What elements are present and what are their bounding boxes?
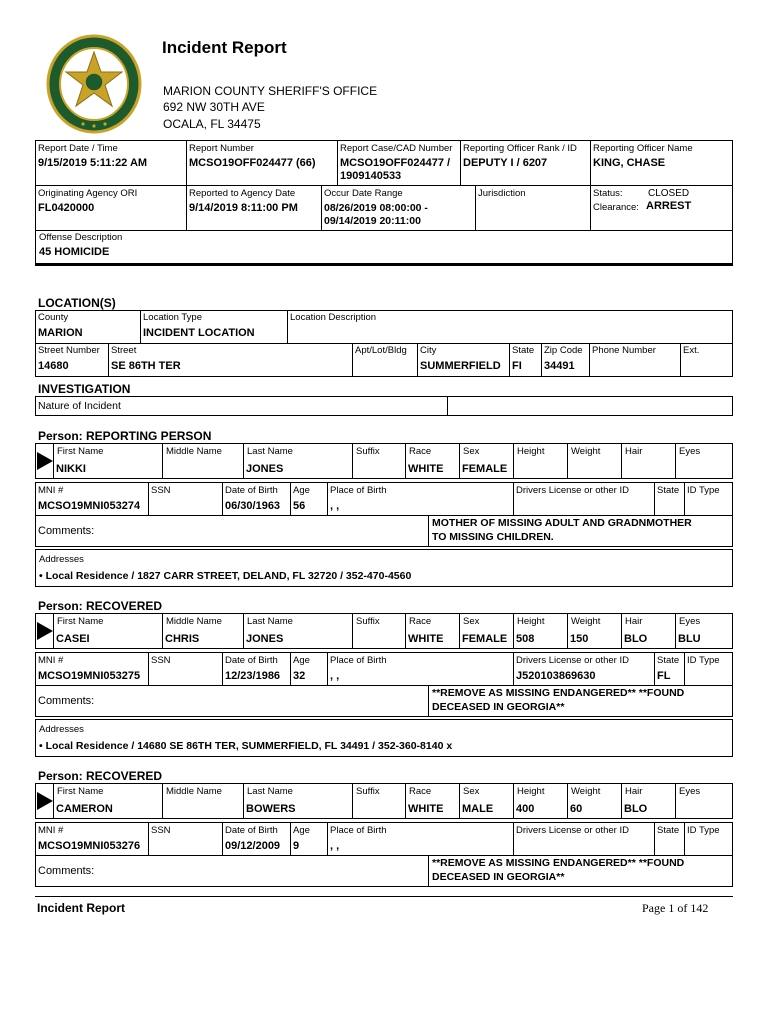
- investigation-heading: INVESTIGATION: [38, 382, 131, 396]
- person-first-label: First Name: [57, 616, 104, 627]
- report-date-value: 9/15/2019 5:11:22 AM: [38, 157, 148, 169]
- footer-divider: [35, 896, 733, 897]
- person-last-cell: [244, 444, 353, 478]
- clearance-value: ARREST: [646, 200, 692, 212]
- ori-value: FL0420000: [38, 202, 95, 214]
- person-idtype-cell: [685, 653, 732, 685]
- street-number-label: Street Number: [38, 345, 100, 356]
- person-sex-cell: [460, 784, 514, 818]
- person-age-cell: [291, 823, 328, 855]
- person-middle-label: Middle Name: [166, 786, 222, 797]
- comments-line2: TO MISSING CHILDREN.: [432, 531, 554, 543]
- comments-value-cell: [429, 516, 732, 546]
- person-dob-label: Date of Birth: [225, 485, 278, 496]
- comments-label: Comments:: [38, 865, 95, 877]
- person-eyes-label: Eyes: [679, 616, 701, 627]
- person-dl-label: Drivers License or other ID: [516, 655, 629, 666]
- person-first-label: First Name: [57, 786, 104, 797]
- person-race-value: WHITE: [408, 633, 444, 645]
- officer-rank-cell: [461, 141, 591, 185]
- person-mni-cell: [36, 823, 149, 855]
- person-state-cell: [655, 823, 685, 855]
- person-eyes-cell: [676, 784, 732, 818]
- person-age-value: 9: [293, 840, 300, 852]
- person-sex-cell: [460, 444, 514, 478]
- person-idtype-label: ID Type: [687, 825, 720, 836]
- offense-row: [35, 230, 733, 266]
- person-mni-cell: [36, 653, 149, 685]
- report-number-cell: [187, 141, 338, 185]
- person-weight-cell: [568, 614, 622, 648]
- city-label: City: [420, 345, 437, 356]
- person-sex-value: FEMALE: [462, 633, 508, 645]
- expand-arrow-icon: [37, 792, 53, 810]
- expand-arrow-icon: [37, 622, 53, 640]
- county-label: County: [38, 312, 69, 323]
- location-desc-label: Location Description: [290, 312, 377, 323]
- nature-label: Nature of Incident: [38, 400, 121, 412]
- person-last-value: JONES: [246, 463, 284, 475]
- person-idtype-label: ID Type: [687, 655, 720, 666]
- ext-label: Ext.: [683, 345, 700, 356]
- officer-rank-value: DEPUTY I / 6207: [463, 157, 548, 169]
- apt-label: Apt/Lot/Bldg: [355, 345, 407, 356]
- person-dob-value: 12/23/1986: [225, 670, 281, 682]
- person-first-value: CAMERON: [56, 803, 113, 815]
- comments-label-cell: [36, 516, 429, 546]
- street-label: Street: [111, 345, 137, 356]
- occur-date-line1: 08/26/2019 08:00:00 -: [324, 202, 428, 214]
- person-mni-cell: [36, 483, 149, 515]
- person-id-row: [35, 482, 733, 516]
- person-mni-label: MNI #: [38, 655, 64, 666]
- person-last-value: JONES: [246, 633, 284, 645]
- person-pob-label: Place of Birth: [330, 825, 387, 836]
- person-name-row: [35, 443, 733, 479]
- person-dob-cell: [223, 823, 291, 855]
- summary-row-2: [35, 185, 733, 231]
- person-suffix-label: Suffix: [356, 446, 380, 457]
- street-value: SE 86TH TER: [111, 360, 181, 372]
- person-weight-cell: [568, 784, 622, 818]
- person-age-label: Age: [293, 655, 310, 666]
- person-age-value: 56: [293, 500, 306, 512]
- zip-cell: [542, 344, 590, 376]
- person-weight-cell: [568, 444, 622, 478]
- person-state-value: FL: [657, 670, 671, 682]
- person-dob-value: 09/12/2009: [225, 840, 281, 852]
- person-state-cell: [655, 483, 685, 515]
- person-dl-cell: [514, 823, 655, 855]
- person-race-label: Race: [409, 616, 432, 627]
- person-pob-value: , ,: [330, 840, 340, 852]
- report-number-value: MCSO19OFF024477 (66): [189, 157, 316, 169]
- person-race-cell: [406, 614, 460, 648]
- person-dob-label: Date of Birth: [225, 655, 278, 666]
- person-hair-value: BLO: [624, 633, 648, 645]
- person-ssn-cell: [149, 483, 223, 515]
- reported-date-cell: [187, 186, 322, 230]
- person-idtype-label: ID Type: [687, 485, 720, 496]
- report-date-label: Report Date / Time: [38, 143, 118, 154]
- person-sex-label: Sex: [463, 786, 480, 797]
- person-ssn-label: SSN: [151, 655, 171, 666]
- person-hair-value: BLO: [624, 803, 648, 815]
- person-sex-value: MALE: [462, 803, 494, 815]
- comments-label-cell: [36, 856, 429, 886]
- person-state-cell: [655, 653, 685, 685]
- state-value: FI: [512, 360, 522, 372]
- person-weight-value: 150: [570, 633, 589, 645]
- status-label: Status:: [593, 188, 623, 199]
- person-eyes-label: Eyes: [679, 446, 701, 457]
- person-dl-label: Drivers License or other ID: [516, 825, 629, 836]
- person-dob-label: Date of Birth: [225, 825, 278, 836]
- investigation-row: [35, 396, 733, 416]
- location-heading: LOCATION(S): [38, 296, 116, 310]
- person-suffix-cell: [353, 444, 406, 478]
- person-heading: Person: RECOVERED: [38, 769, 163, 783]
- person-height-cell: [514, 784, 568, 818]
- person-mni-label: MNI #: [38, 485, 64, 496]
- person-pob-value: , ,: [330, 670, 340, 682]
- person-first-cell: [53, 784, 163, 818]
- person-comments-row: [35, 855, 733, 887]
- city-cell: [418, 344, 510, 376]
- location-desc-cell: [288, 311, 732, 343]
- person-hair-cell: [622, 444, 676, 478]
- person-mni-value: MCSO19MNI053274: [38, 500, 141, 512]
- location-row-2: [35, 343, 733, 377]
- person-weight-value: 60: [570, 803, 583, 815]
- person-hair-label: Hair: [625, 616, 643, 627]
- ori-label: Originating Agency ORI: [38, 188, 138, 199]
- officer-name-cell: [591, 141, 732, 185]
- comments-value-cell: [429, 686, 732, 716]
- person-first-value: CASEI: [56, 633, 90, 645]
- person-sex-label: Sex: [463, 446, 480, 457]
- person-sex-value: FEMALE: [462, 463, 508, 475]
- jurisdiction-label: Jurisdiction: [478, 188, 526, 199]
- agency-address-line2: OCALA, FL 34475: [163, 117, 261, 131]
- street-number-cell: [36, 344, 109, 376]
- person-idtype-cell: [685, 483, 732, 515]
- person-mni-label: MNI #: [38, 825, 64, 836]
- person-race-cell: [406, 784, 460, 818]
- comments-line1: **REMOVE AS MISSING ENDANGERED** **FOUND: [432, 687, 685, 699]
- person-hair-cell: [622, 614, 676, 648]
- page-title: Incident Report: [162, 38, 287, 57]
- ori-cell: [36, 186, 187, 230]
- county-cell: [36, 311, 141, 343]
- agency-address-line1: 692 NW 30TH AVE: [163, 100, 265, 114]
- city-value: SUMMERFIELD: [420, 360, 501, 372]
- person-hair-label: Hair: [625, 786, 643, 797]
- street-number-value: 14680: [38, 360, 69, 372]
- person-id-row: [35, 822, 733, 856]
- person-state-label: State: [657, 485, 680, 496]
- person-height-label: Height: [517, 786, 545, 797]
- person-middle-label: Middle Name: [166, 446, 222, 457]
- person-age-cell: [291, 653, 328, 685]
- person-height-cell: [514, 444, 568, 478]
- phone-label: Phone Number: [592, 345, 656, 356]
- person-first-cell: [53, 614, 163, 648]
- addresses-label: Addresses: [39, 554, 84, 565]
- reported-date-label: Reported to Agency Date: [189, 188, 296, 199]
- person-age-cell: [291, 483, 328, 515]
- person-pob-label: Place of Birth: [330, 485, 387, 496]
- officer-rank-label: Reporting Officer Rank / ID: [463, 143, 577, 154]
- comments-line2: DECEASED IN GEORGIA**: [432, 701, 565, 713]
- case-cad-value-line1: MCSO19OFF024477 /: [340, 157, 451, 169]
- address-value: • Local Residence / 14680 SE 86TH TER, SUMMERFIELD, FL 34491 / 352-360-8140 x: [39, 740, 453, 752]
- case-cad-cell: [338, 141, 461, 185]
- comments-line1: MOTHER OF MISSING ADULT AND GRADNMOTHER: [432, 517, 692, 529]
- person-race-label: Race: [409, 446, 432, 457]
- person-first-value: NIKKI: [56, 463, 86, 475]
- person-heading: Person: REPORTING PERSON: [38, 429, 212, 443]
- person-age-label: Age: [293, 485, 310, 496]
- location-row-1: [35, 310, 733, 344]
- street-cell: [109, 344, 353, 376]
- report-date-cell: [36, 141, 187, 185]
- person-eyes-label: Eyes: [679, 786, 701, 797]
- person-middle-cell: [163, 614, 244, 648]
- zip-value: 34491: [544, 360, 575, 372]
- person-middle-cell: [163, 444, 244, 478]
- person-height-label: Height: [517, 446, 545, 457]
- comments-label: Comments:: [38, 525, 95, 537]
- person-mni-value: MCSO19MNI053276: [38, 840, 141, 852]
- person-height-cell: [514, 614, 568, 648]
- state-cell: [510, 344, 542, 376]
- occur-date-cell: [322, 186, 476, 230]
- person-mni-value: MCSO19MNI053275: [38, 670, 141, 682]
- person-addresses-row: [35, 549, 733, 587]
- person-name-row: [35, 613, 733, 649]
- person-middle-value: CHRIS: [165, 633, 200, 645]
- phone-cell: [590, 344, 681, 376]
- person-hair-cell: [622, 784, 676, 818]
- person-suffix-cell: [353, 784, 406, 818]
- person-last-label: Last Name: [247, 446, 293, 457]
- clearance-label: Clearance:: [593, 202, 639, 213]
- comments-label-cell: [36, 686, 429, 716]
- seal-icon: [46, 34, 142, 134]
- person-dl-cell: [514, 653, 655, 685]
- person-pob-value: , ,: [330, 500, 340, 512]
- person-height-label: Height: [517, 616, 545, 627]
- person-dl-value: J520103869630: [516, 670, 596, 682]
- occur-date-line2: 09/14/2019 20:11:00: [324, 215, 421, 227]
- offense-label: Offense Description: [39, 232, 123, 243]
- status-value: CLOSED: [648, 188, 690, 199]
- page-number: Page 1 of 142: [642, 901, 709, 915]
- person-first-label: First Name: [57, 446, 104, 457]
- officer-name-value: KING, CHASE: [593, 157, 666, 169]
- comments-line2: DECEASED IN GEORGIA**: [432, 871, 565, 883]
- sheriff-seal-logo: [46, 34, 142, 134]
- nature-cell: [36, 397, 448, 415]
- footer-title: Incident Report: [37, 901, 126, 915]
- reported-date-value: 9/14/2019 8:11:00 PM: [189, 202, 298, 214]
- person-pob-cell: [328, 653, 514, 685]
- person-ssn-cell: [149, 823, 223, 855]
- person-eyes-cell: [676, 614, 732, 648]
- person-state-label: State: [657, 655, 680, 666]
- status-cell: [591, 186, 732, 230]
- person-eyes-value: BLU: [678, 633, 701, 645]
- person-sex-label: Sex: [463, 616, 480, 627]
- person-dob-cell: [223, 483, 291, 515]
- person-sex-cell: [460, 614, 514, 648]
- person-race-value: WHITE: [408, 803, 444, 815]
- person-comments-row: [35, 515, 733, 547]
- person-dob-cell: [223, 653, 291, 685]
- offense-value: 45 HOMICIDE: [39, 246, 110, 258]
- person-name-row: [35, 783, 733, 819]
- person-eyes-cell: [676, 444, 732, 478]
- person-race-label: Race: [409, 786, 432, 797]
- person-suffix-label: Suffix: [356, 786, 380, 797]
- person-ssn-label: SSN: [151, 825, 171, 836]
- person-pob-cell: [328, 823, 514, 855]
- comments-label: Comments:: [38, 695, 95, 707]
- person-weight-label: Weight: [571, 616, 601, 627]
- person-last-label: Last Name: [247, 616, 293, 627]
- person-last-cell: [244, 614, 353, 648]
- officer-name-label: Reporting Officer Name: [593, 143, 693, 154]
- person-height-value: 508: [516, 633, 535, 645]
- apt-cell: [353, 344, 418, 376]
- occur-date-label: Occur Date Range: [324, 188, 403, 199]
- location-type-label: Location Type: [143, 312, 202, 323]
- person-middle-cell: [163, 784, 244, 818]
- person-pob-label: Place of Birth: [330, 655, 387, 666]
- person-heading: Person: RECOVERED: [38, 599, 163, 613]
- person-dl-label: Drivers License or other ID: [516, 485, 629, 496]
- person-ssn-label: SSN: [151, 485, 171, 496]
- expand-arrow-icon: [37, 452, 53, 470]
- person-last-value: BOWERS: [246, 803, 296, 815]
- report-number-label: Report Number: [189, 143, 254, 154]
- person-age-label: Age: [293, 825, 310, 836]
- location-type-cell: [141, 311, 288, 343]
- person-suffix-cell: [353, 614, 406, 648]
- summary-row-1: [35, 140, 733, 186]
- location-type-value: INCIDENT LOCATION: [143, 327, 255, 339]
- person-race-value: WHITE: [408, 463, 444, 475]
- person-height-value: 400: [516, 803, 535, 815]
- person-weight-label: Weight: [571, 786, 601, 797]
- agency-name: MARION COUNTY SHERIFF'S OFFICE: [163, 84, 378, 98]
- comments-value-cell: [429, 856, 732, 886]
- zip-label: Zip Code: [544, 345, 583, 356]
- address-value: • Local Residence / 1827 CARR STREET, DELAND, FL 32720 / 352-470-4560: [39, 570, 412, 582]
- person-id-row: [35, 652, 733, 686]
- comments-line1: **REMOVE AS MISSING ENDANGERED** **FOUND: [432, 857, 685, 869]
- county-value: MARION: [38, 327, 83, 339]
- person-ssn-cell: [149, 653, 223, 685]
- person-addresses-row: [35, 719, 733, 757]
- jurisdiction-cell: [476, 186, 591, 230]
- person-last-cell: [244, 784, 353, 818]
- person-weight-label: Weight: [571, 446, 601, 457]
- person-state-label: State: [657, 825, 680, 836]
- person-dl-cell: [514, 483, 655, 515]
- case-cad-value-line2: 1909140533: [340, 170, 402, 182]
- person-age-value: 32: [293, 670, 306, 682]
- person-dob-value: 06/30/1963: [225, 500, 281, 512]
- person-race-cell: [406, 444, 460, 478]
- ext-cell: [681, 344, 732, 376]
- state-label: State: [512, 345, 535, 356]
- person-middle-label: Middle Name: [166, 616, 222, 627]
- addresses-label: Addresses: [39, 724, 84, 735]
- person-idtype-cell: [685, 823, 732, 855]
- person-comments-row: [35, 685, 733, 717]
- person-hair-label: Hair: [625, 446, 643, 457]
- person-pob-cell: [328, 483, 514, 515]
- person-first-cell: [53, 444, 163, 478]
- case-cad-label: Report Case/CAD Number: [340, 143, 453, 154]
- person-suffix-label: Suffix: [356, 616, 380, 627]
- person-last-label: Last Name: [247, 786, 293, 797]
